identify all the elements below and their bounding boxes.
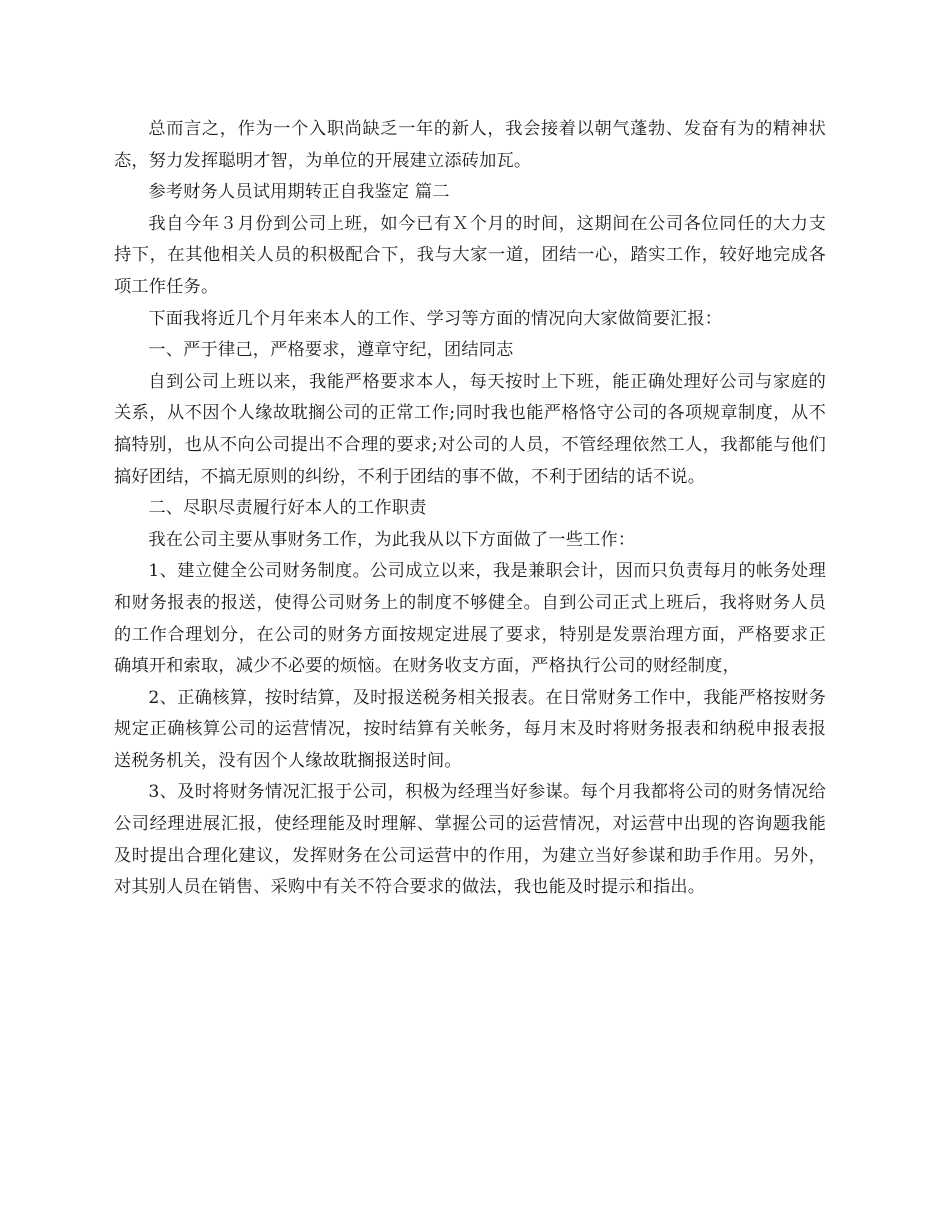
heading-duties: 二、尽职尽责履行好本人的工作职责	[148, 498, 427, 519]
paragraph-conclusion: 总而言之，作为一个入职尚缺乏一年的新人，我会接着以朝气蓬勃、发奋有为的精神状态，努力发挥聪明才智，为单位的开展建立添砖加瓦。	[114, 119, 826, 171]
paragraph-item-2: 2、正确核算，按时结算，及时报送税务相关报表。在日常财务工作中，我能严格按财务规定正确核算公司的运营情况，按时结算有关帐务，每月末及时将财务报表和纳税申报表报送税务机关，没有因个人缘故耽搁报送时间。	[114, 687, 826, 771]
document-page	[114, 114, 826, 904]
paragraph-duties-lead: 我在公司主要从事财务工作，为此我从以下方面做了一些工作：	[148, 529, 636, 550]
paragraph-item-3: 3、及时将财务情况汇报于公司，积极为经理当好参谋。每个月我都将公司的财务情况给公司经理进展汇报，使经理能及时理解、掌握公司的运营情况，对运营中出现的咨询题我能及时提出合理化建议，发挥财务在公司运营中的作用，为建立当好参谋和助手作用。另外，对其别人员在销售、采购中有关不符合要求的做法，我也能及时提示和指出。	[114, 782, 826, 898]
heading-discipline: 一、严于律己，严格要求，遵章守纪，团结同志	[148, 340, 514, 361]
paragraph-item-1: 1、建立健全公司财务制度。公司成立以来，我是兼职会计，因而只负责每月的帐务处理和财务报表的报送，使得公司财务上的制度不够健全。自到公司正式上班后，我将财务人员的工作合理划分，在公司的财务方面按规定进展了要求，特别是发票治理方面，严格要求正确填开和索取，减少不必要的烦恼。在财务收支方面，严格执行公司的财经制度，	[114, 561, 826, 677]
paragraph-discipline: 自到公司上班以来，我能严格要求本人，每天按时上下班，能正确处理好公司与家庭的关系，从不因个人缘故耽搁公司的正常工作;同时我也能严格恪守公司的各项规章制度，从不搞特别，也从不向公司提出不合理的要求;对公司的人员，不管经理依然工人，我都能与他们搞好团结，不搞无原则的纠纷，不利于团结的事不做，不利于团结的话不说。	[114, 371, 826, 487]
paragraph-report-lead: 下面我将近几个月年来本人的工作、学习等方面的情况向大家做简要汇报：	[148, 308, 723, 329]
paragraph-intro: 我自今年３月份到公司上班，如今已有Ｘ个月的时间，这期间在公司各位同任的大力支持下，在其他相关人员的积极配合下，我与大家一道，团结一心，踏实工作，较好地完成各项工作任务。	[114, 213, 826, 297]
section-title-part-two: 参考财务人员试用期转正自我鉴定 篇二	[148, 182, 450, 203]
